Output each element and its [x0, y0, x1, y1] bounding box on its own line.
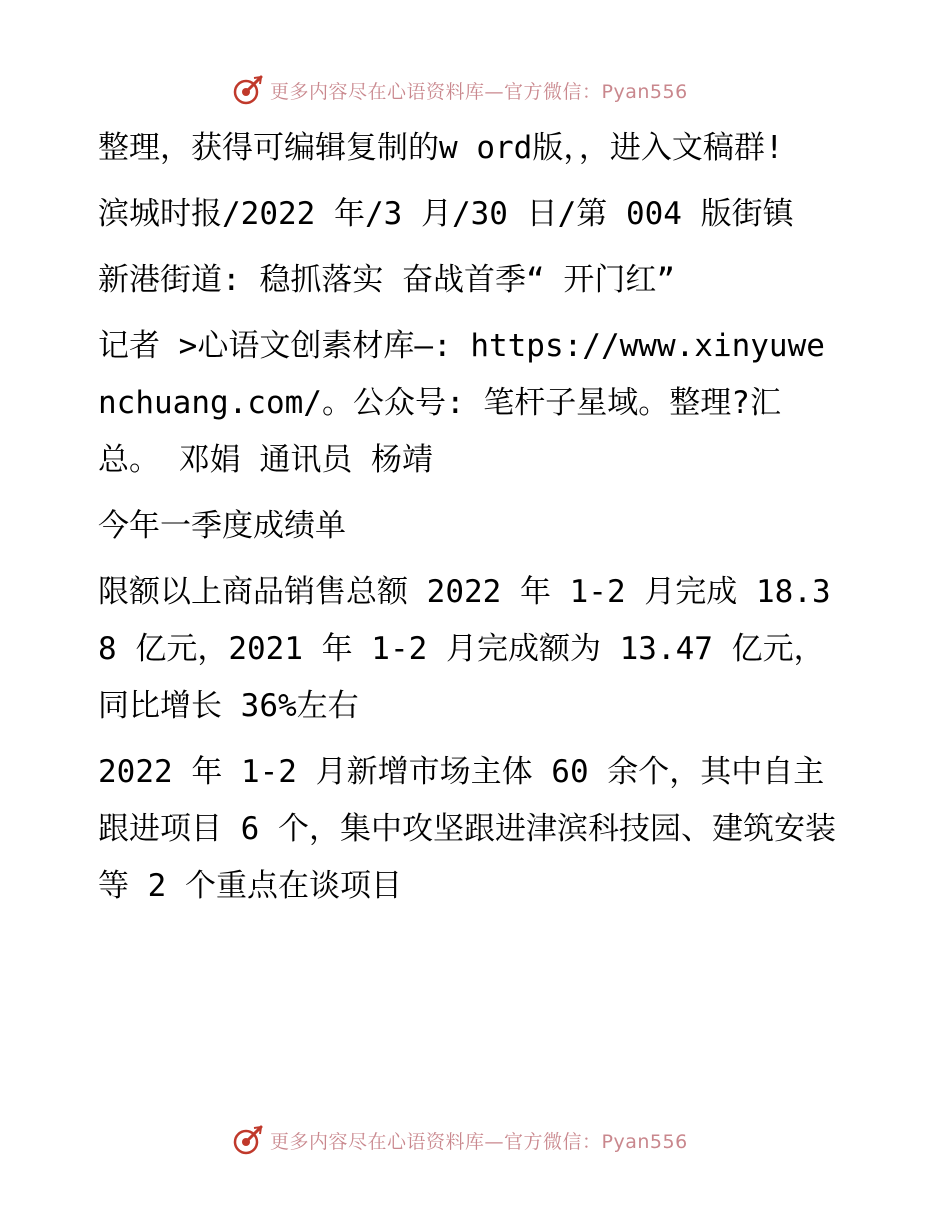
footer-banner-text	[270, 1127, 688, 1154]
footer-banner	[232, 1122, 688, 1158]
paragraph-market: 2022 年 1-2 月新增市场主体 60 余个，其中自主跟进项目 6 个，集中攻坚跟进津滨科技园、建筑安装等 2 个重点在谈项目	[98, 754, 836, 904]
quill-logo-icon	[232, 1124, 264, 1156]
paragraph-byline: 记者 >心语文创素材库—: https://www.xinyuwenchuang.com/。公众号: 笔杆子星域。整理?汇总。 邓娟 通讯员 杨靖	[98, 328, 825, 478]
footer-banner-wechat: Pyan556	[601, 1130, 688, 1153]
quill-logo-icon	[232, 74, 264, 106]
paragraph-section-title: 今年一季度成绩单	[98, 508, 346, 544]
header-banner-wechat: Pyan556	[601, 80, 688, 103]
paragraph-sales: 限额以上商品销售总额 2022 年 1-2 月完成 18.38 亿元，2021 年 1-2 月完成额为 13.47 亿元，同比增长 36%左右	[98, 574, 831, 724]
paragraph-intro: 整理，获得可编辑复制的w ord版，，进入文稿群!	[98, 130, 784, 166]
paragraph-source: 滨城时报/2022 年/3 月/30 日/第 004 版街镇	[98, 196, 794, 232]
paragraph-headline: 新港街道: 稳抓落实 奋战首季“ 开门红”	[98, 262, 675, 298]
header-banner	[232, 72, 688, 108]
header-banner-label: 更多内容尽在心语资料库—官方微信：	[270, 80, 602, 103]
header-banner-text	[270, 77, 688, 104]
footer-banner-label: 更多内容尽在心语资料库—官方微信：	[270, 1130, 602, 1153]
document-body	[98, 120, 838, 924]
